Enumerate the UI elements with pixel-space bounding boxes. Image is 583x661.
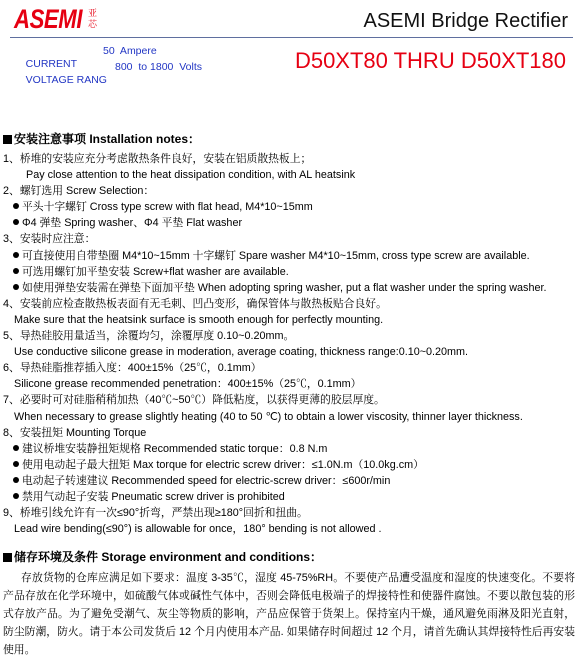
installation-heading-text: 安装注意事项 Installation notes： bbox=[14, 132, 201, 146]
install-step-8-bullet bbox=[0, 441, 580, 457]
step-number: 2、 bbox=[3, 185, 20, 198]
install-step-8 bbox=[0, 425, 580, 441]
step-text: 必要时可对硅脂稍稍加热（40℃~50℃）降低粘度，以获得更薄的胶层厚度。 bbox=[19, 394, 385, 407]
step-number: 9、 bbox=[3, 507, 20, 520]
bullet-icon bbox=[13, 252, 19, 258]
bullet-icon bbox=[13, 493, 19, 499]
step-number: 4、 bbox=[3, 297, 20, 310]
bullet-icon bbox=[13, 445, 19, 451]
bullet-icon bbox=[13, 203, 19, 209]
section-square-icon bbox=[3, 553, 12, 562]
storage-paragraph: 存放货物的仓库应满足如下要求：温度 3-35℃，湿度 45-75%RH。不要使产品遭受温度和湿度的快速变化。不要将产品存放在化学环境中，如硫酸气体或碱性气体中，否则会降低电极端子的焊接特性和使器件腐蚀。不要以散包装的形式存放产品。为了避免受潮气、灰尘等物质的影响，产品应保管于货架上。保持室内干燥，通风避免雨淋及阳光直射，防尘防潮，防火。请于本公司发货后 12 个月内使用本产品. 如果储存时间超过 12 个月，请首先确认其焊接特性后再安装使用。 bbox=[3, 572, 575, 656]
install-step-3-bullet bbox=[0, 264, 580, 280]
step-text: 导热硅脂推荐插入度：400±15%（25℃，0.1mm） bbox=[19, 362, 262, 375]
step-number: 6、 bbox=[3, 362, 20, 375]
storage-heading-text: 储存环境及条件 Storage environment and conditions： bbox=[14, 550, 323, 564]
step-text: 桥堆的安装应充分考虑散热条件良好，安装在铝质散热板上； bbox=[19, 153, 312, 165]
install-step-6 bbox=[0, 360, 580, 376]
install-step-8-bullet bbox=[0, 489, 580, 505]
installation-heading bbox=[0, 131, 580, 147]
install-step-9 bbox=[0, 505, 580, 521]
bullet-text: 可选用螺钉加平垫安装 Screw+flat washer are available. bbox=[22, 265, 289, 278]
step-text: 导热硅胶用量适当，涂覆均匀，涂覆厚度 0.10~0.20mm。 bbox=[19, 330, 295, 343]
step-text: 安装时应注意： bbox=[19, 233, 96, 246]
bullet-icon bbox=[13, 477, 19, 483]
step-text: 安装前应检查散热板表面有无毛刺、凹凸变形，确保管体与散热板贴合良好。 bbox=[19, 297, 387, 310]
bullet-text: 禁用气动起子安装 Pneumatic screw driver is prohibited bbox=[22, 490, 285, 503]
install-step-5 bbox=[0, 328, 580, 344]
step-number: 1、 bbox=[3, 153, 20, 165]
step-number: 3、 bbox=[3, 233, 20, 246]
install-step-3 bbox=[0, 231, 580, 247]
spec-voltage-label: VOLTAGE RANG bbox=[25, 74, 107, 86]
spec-current-value: 50 Ampere bbox=[103, 45, 157, 57]
asemi-logo bbox=[14, 4, 100, 34]
spec-voltage bbox=[14, 61, 274, 86]
install-step-5-note: Use conductive silicone grease in moderation, average coating, thickness range:0.10~0.20mm. bbox=[14, 346, 469, 359]
document-title: ASEMI Bridge Rectifier bbox=[363, 10, 568, 32]
installation-notes bbox=[0, 131, 580, 537]
install-step-1-note: Pay close attention to the heat dissipation condition, with AL heatsink bbox=[26, 169, 356, 182]
bullet-text: Φ4 弹垫 Spring washer、Φ4 平垫 Flat washer bbox=[22, 217, 243, 230]
step-text: 螺钉选用 Screw Selection： bbox=[19, 185, 155, 198]
spec-voltage-value: 800 to 1800 Volts bbox=[115, 61, 202, 73]
spec-current-label: CURRENT bbox=[25, 58, 78, 70]
section-square-icon bbox=[3, 135, 12, 144]
logo-wordmark: ASEMI bbox=[14, 4, 83, 34]
install-step-7-note: When necessary to grease slightly heating (40 to 50 ℃) to obtain a lower viscosity, thinner layer thickness. bbox=[14, 410, 523, 423]
bullet-text: 如使用弹垫安装需在弹垫下面加平垫 When adopting spring washer, put a flat washer under the spring washer. bbox=[22, 281, 547, 294]
part-number-range: D50XT80 THRU D50XT180 bbox=[294, 48, 566, 73]
bullet-text: 建议桥堆安装静扭矩规格 Recommended static torque：0.8 N.m bbox=[22, 442, 328, 455]
install-step-4-note: Make sure that the heatsink surface is smooth enough for perfectly mounting. bbox=[14, 313, 384, 326]
install-step-3-bullet bbox=[0, 280, 580, 296]
install-step-4 bbox=[0, 296, 580, 312]
bullet-icon bbox=[13, 284, 19, 290]
install-step-8-bullet bbox=[0, 473, 580, 489]
bullet-text: 可直接使用自带垫圈 M4*10~15mm 十字螺钉 Spare washer M4*10~15mm, cross type screw are available. bbox=[22, 249, 530, 262]
install-step-6-note: Silicone grease recommended penetration：400±15%（25℃，0.1mm） bbox=[14, 378, 362, 391]
step-number: 5、 bbox=[3, 330, 20, 343]
bullet-icon bbox=[13, 461, 19, 467]
logo-chinese-mark bbox=[88, 8, 99, 30]
install-step-2-bullet bbox=[0, 215, 580, 231]
logo-chinese-char-bottom: 芯 bbox=[88, 19, 98, 29]
install-step-3-bullet bbox=[0, 248, 580, 264]
install-step-9-note: Lead wire bending(≤90°) is allowable for once，180° bending is not allowed . bbox=[14, 523, 382, 536]
bullet-text: 电动起子转速建议 Recommended speed for electric-screw driver：≤600r/min bbox=[22, 474, 391, 487]
install-step-7 bbox=[0, 392, 580, 408]
header-divider bbox=[10, 37, 573, 38]
step-number: 7、 bbox=[3, 394, 20, 407]
bullet-icon bbox=[13, 219, 19, 225]
install-step-2 bbox=[0, 183, 580, 199]
install-step-1 bbox=[0, 151, 580, 167]
step-number: 8、 bbox=[3, 426, 20, 439]
step-text: 安装扭矩 Mounting Torque bbox=[19, 426, 147, 439]
install-step-2-bullet bbox=[0, 199, 580, 215]
bullet-text: 使用电动起子最大扭矩 Max torque for electric screw driver：≤1.0N.m（10.0kg.cm） bbox=[22, 458, 424, 471]
step-text: 桥堆引线允许有一次≤90°折弯，严禁出现≥180°回折和扭曲。 bbox=[19, 507, 308, 520]
logo-chinese-char-top: 亚 bbox=[88, 8, 98, 18]
install-step-8-bullet bbox=[0, 457, 580, 473]
storage-heading bbox=[0, 549, 583, 565]
bullet-icon bbox=[13, 268, 19, 274]
bullet-text: 平头十字螺钉 Cross type screw with flat head, M4*10~15mm bbox=[22, 201, 313, 214]
